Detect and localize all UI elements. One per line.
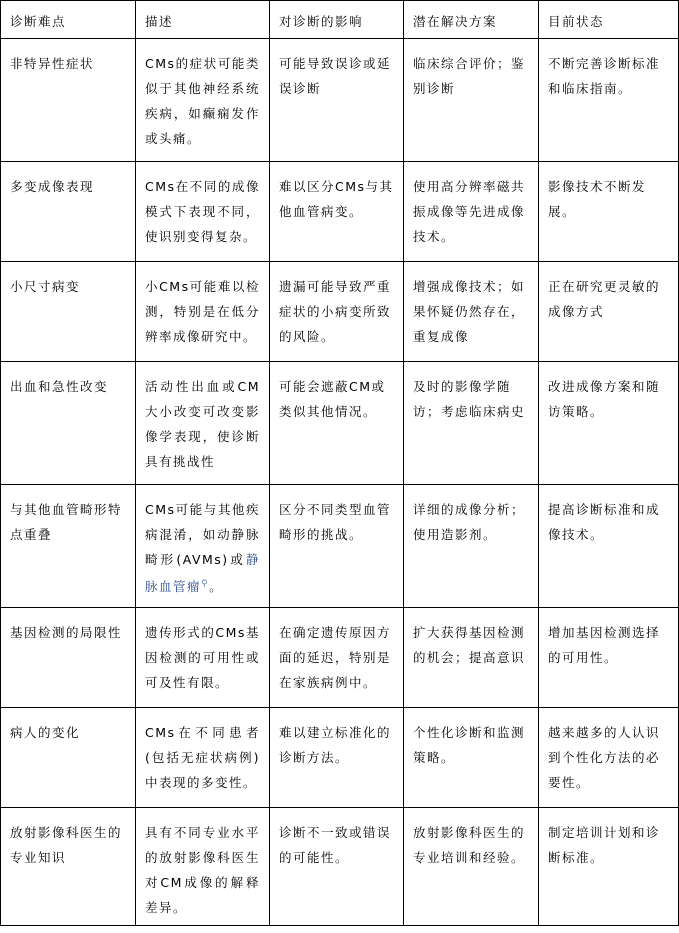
cell-status: 提高诊断标准和成像技术。 xyxy=(539,485,679,608)
cell-difficulty: 多变成像表现 xyxy=(1,162,136,262)
cell-difficulty: 非特异性症状 xyxy=(1,39,136,162)
cell-solution: 增强成像技术；如果怀疑仍然存在，重复成像 xyxy=(404,262,539,362)
search-icon[interactable]: ⚲ xyxy=(201,579,210,589)
cell-description xyxy=(136,485,270,608)
header-solution: 潜在解决方案 xyxy=(404,1,539,39)
cell-description: 遗传形式的CMs基因检测的可用性或可及性有限。 xyxy=(136,608,270,708)
table-row xyxy=(1,362,679,485)
cell-impact: 难以区分CMs与其他血管病变。 xyxy=(270,162,404,262)
cell-difficulty: 病人的变化 xyxy=(1,708,136,808)
cell-difficulty: 放射影像科医生的专业知识 xyxy=(1,808,136,926)
cell-description: CMs在不同的成像模式下表现不同，使识别变得复杂。 xyxy=(136,162,270,262)
cell-difficulty: 基因检测的局限性 xyxy=(1,608,136,708)
header-row xyxy=(1,1,679,39)
table-row xyxy=(1,162,679,262)
cell-impact: 可能导致误诊或延误诊断 xyxy=(270,39,404,162)
header-impact: 对诊断的影响 xyxy=(270,1,404,39)
cell-status: 影像技术不断发展。 xyxy=(539,162,679,262)
cell-status: 增加基因检测选择的可用性。 xyxy=(539,608,679,708)
cell-impact: 难以建立标准化的诊断方法。 xyxy=(270,708,404,808)
cell-description: CMs在不同患者(包括无症状病例)中表现的多变性。 xyxy=(136,708,270,808)
cell-difficulty: 出血和急性改变 xyxy=(1,362,136,485)
cell-impact: 诊断不一致或错误的可能性。 xyxy=(270,808,404,926)
cell-description: 小CMs可能难以检测，特别是在低分辨率成像研究中。 xyxy=(136,262,270,362)
cell-status: 正在研究更灵敏的成像方式 xyxy=(539,262,679,362)
header-difficulty: 诊断难点 xyxy=(1,1,136,39)
cell-difficulty: 小尺寸病变 xyxy=(1,262,136,362)
cell-solution: 使用高分辨率磁共振成像等先进成像技术。 xyxy=(404,162,539,262)
cell-solution: 及时的影像学随访；考虑临床病史 xyxy=(404,362,539,485)
table-row xyxy=(1,39,679,162)
cell-difficulty: 与其他血管畸形特点重叠 xyxy=(1,485,136,608)
cell-description: 具有不同专业水平的放射影像科医生对CM成像的解释差异。 xyxy=(136,808,270,926)
table-row xyxy=(1,485,679,608)
cell-solution: 个性化诊断和监测策略。 xyxy=(404,708,539,808)
table-row xyxy=(1,608,679,708)
header-description: 描述 xyxy=(136,1,270,39)
cell-solution: 临床综合评价；鉴别诊断 xyxy=(404,39,539,162)
cell-description: 活动性出血或CM大小改变可改变影像学表现，使诊断具有挑战性 xyxy=(136,362,270,485)
vascular-tumor-link[interactable]: 静脉血管瘤 xyxy=(145,552,260,595)
description-text: CMs可能与其他疾病混淆，如动静脉畸形(AVMs)或 xyxy=(145,502,260,567)
cell-impact: 区分不同类型血管畸形的挑战。 xyxy=(270,485,404,608)
table-row xyxy=(1,808,679,926)
table-row xyxy=(1,708,679,808)
cell-solution: 详细的成像分析；使用造影剂。 xyxy=(404,485,539,608)
cell-status: 越来越多的人认识到个性化方法的必要性。 xyxy=(539,708,679,808)
header-status: 目前状态 xyxy=(539,1,679,39)
cell-status: 改进成像方案和随访策略。 xyxy=(539,362,679,485)
cell-solution: 扩大获得基因检测的机会；提高意识 xyxy=(404,608,539,708)
cell-impact: 可能会遮蔽CM或类似其他情况。 xyxy=(270,362,404,485)
description-tail: 。 xyxy=(209,579,224,595)
cell-impact: 遗漏可能导致严重症状的小病变所致的风险。 xyxy=(270,262,404,362)
cell-description: CMs的症状可能类似于其他神经系统疾病，如癫痫发作或头痛。 xyxy=(136,39,270,162)
cell-status: 不断完善诊断标准和临床指南。 xyxy=(539,39,679,162)
cell-solution: 放射影像科医生的专业培训和经验。 xyxy=(404,808,539,926)
cell-impact: 在确定遗传原因方面的延迟，特别是在家族病例中。 xyxy=(270,608,404,708)
table-row xyxy=(1,262,679,362)
cell-status: 制定培训计划和诊断标准。 xyxy=(539,808,679,926)
